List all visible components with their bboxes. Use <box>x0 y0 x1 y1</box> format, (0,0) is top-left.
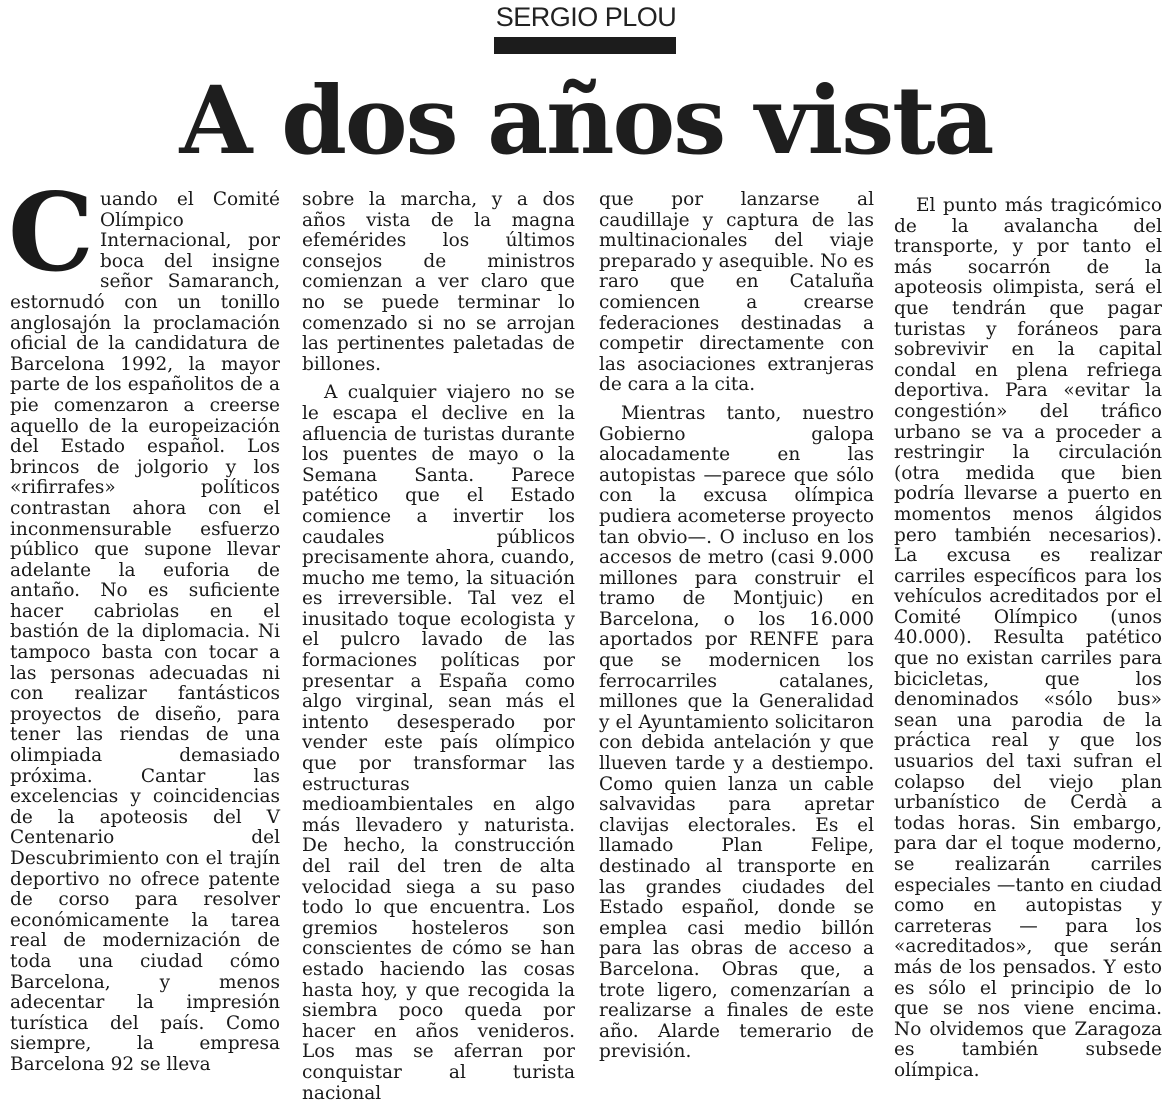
column-3-paragraph-1: que por lanzarse al caudillaje y captura de las multinacionales del viaje preparado y asequible. No es raro que en Cataluña comiencen a crearse federaciones destinadas a competir directamente con las asociaciones extranjeras de cara a la cita. <box>599 189 874 396</box>
author-byline: SERGIO PLOU <box>495 2 677 32</box>
column-4 <box>894 196 1162 1082</box>
column-1 <box>8 170 280 1076</box>
column-2-paragraph-1: sobre la marcha, y a dos años vista de la magna efemérides los últimos consejos de ministros comienzan a ver claro que no se puede terminar lo comenzado si no se arrojan las pertinentes paletadas de billones. <box>302 189 575 375</box>
column-1-paragraph-1: uando el Comité Olímpico Internacional, por boca del insigne señor Samaranch, estornudó con un tonillo anglosajón la proclamación oficial de la candidatura de Barcelona 1992, la mayor parte de los españolitos de a pie comenzaron a creerse aquello de la europeización del Estado español. Los brincos de jolgorio y los «rifirrafes» políticos contrastan ahora con el inconmensurable esfuerzo público que supone llevar adelante la euforia de antaño. No es suficiente hacer cabriolas en el bastión de la diplomacia. Ni tampoco basta con tocar a las personas adecuadas ni con realizar fantásticos proyectos de diseño, para tener las riendas de una olimpiada demasiado próxima. Cantar las excelencias y coincidencias de la apoteosis del V Centenario del Descubrimiento con el trajín deportivo no ofrece patente de corso para resolver económicamente la tarea real de modernización de toda una ciudad cómo Barcelona, y menos adecentar la impresión turística del país. Como siempre, la empresa Barcelona 92 se lleva <box>10 189 280 1075</box>
column-3 <box>599 190 874 1063</box>
drop-cap: C <box>8 170 94 296</box>
column-2 <box>302 190 575 1104</box>
byline-rule <box>494 37 676 54</box>
headline: A dos años vista <box>179 66 993 176</box>
column-4-paragraph-1: El punto más tragicómico de la avalancha del transporte, y por tanto el más socarrón de la apoteosis olimpista, será el que tendrán que pagar turistas y foráneos para sobrevivir en la capital condal en plena refriega deportiva. Para «evitar la congestión» del tráfico urbano se va a proceder a restringir la circulación (otra medida que bien podría llevarse a puerto en momentos menos álgidos pero también necesarios). La excusa es realizar carriles específicos para los vehículos acreditados por el Comité Olímpico (unos 40.000). Resulta patético que no existan carriles para bicicletas, que los denominados «sólo bus» sean una parodia de la práctica real y que los usuarios del taxi sufran el colapso del viejo plan urbanístico de Cerdà a todas horas. Sin embargo, para dar el toque moderno, se realizarán carriles especiales —tanto en ciudad como en autopistas y carreteras — para los «acreditados», que serán más de los pensados. Y esto es sólo el principio de lo que se nos viene encima. No olvidemos que Zaragoza es también subsede olímpica. <box>894 195 1162 1081</box>
column-2-paragraph-2: A cualquier viajero no se le escapa el declive en la afluencia de turistas durante los puentes de mayo o la Semana Santa. Parece patético que el Estado comience a invertir los caudales públicos precisamente ahora, cuando, mucho me temo, la situación es irreversible. Tal vez el inusitado toque ecologista y el pulcro lavado de las formaciones políticas por presentar a España como algo virginal, sean más el intento desesperado por vender este país olímpico que por transformar las estructuras medioambientales en algo más llevadero y naturista. De hecho, la construcción del rail del tren de alta velocidad siega a su paso todo lo que encuentra. Los gremios hosteleros son conscientes de cómo se han estado haciendo las cosas hasta hoy, y que recogida la siembra poco queda por hacer en años venideros. Los mas se aferran por conquistar al turista nacional <box>302 382 575 1104</box>
column-3-paragraph-2: Mientras tanto, nuestro Gobierno galopa alocadamente en las autopistas —parece que sólo con la excusa olímpica pudiera acometerse proyecto tan obvio—. O incluso en los accesos de metro (casi 9.000 millones para construir el tramo de Montjuic) en Barcelona, o los 16.000 aportados por RENFE para que se modernicen los ferrocarriles catalanes, millones que la Generalidad y el Ayuntamiento solicitaron con debida antelación y que llueven tarde y a destiempo. Como quien lanza un cable salvavidas para apretar clavijas electorales. Es el llamado Plan Felipe, destinado al transporte en las grandes ciudades del Estado español, donde se emplea casi medio billón para las obras de acceso a Barcelona. Obras que, a trote ligero, comenzarían a realizarse a finales de este año. Alarde temerario de previsión. <box>599 402 874 1063</box>
